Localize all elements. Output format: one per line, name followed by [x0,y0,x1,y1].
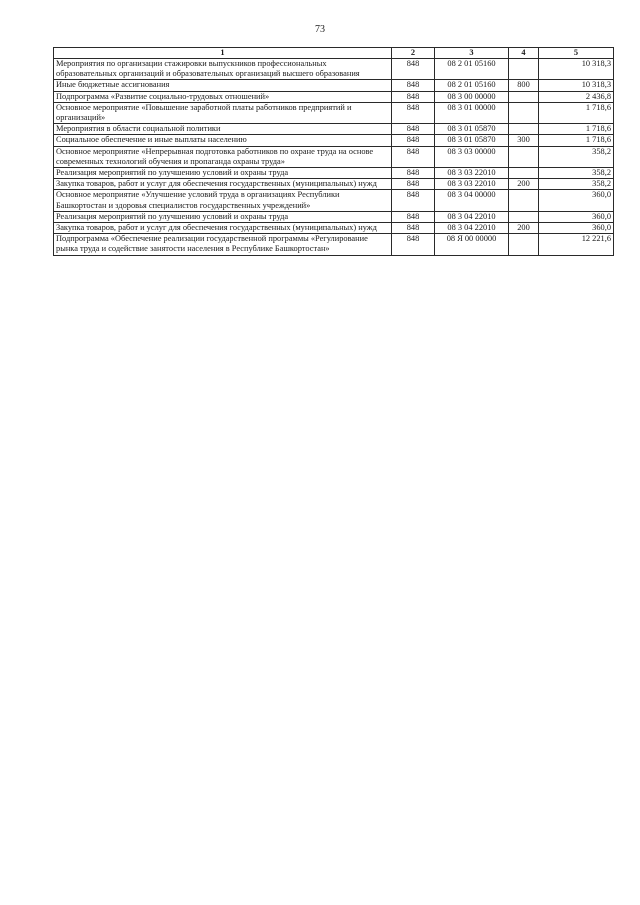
expense-type-cell [509,190,539,211]
table-row [54,135,614,146]
target-article-cell: 08 2 01 05160 [435,59,509,80]
expense-type-cell: 300 [509,135,539,146]
amount-cell: 10 318,3 [539,80,614,91]
expense-type-cell [509,91,539,102]
target-article-cell: 08 3 01 05870 [435,124,509,135]
item-name-cell: Основное мероприятие «Повышение заработной платы работников предприятий и организаций» [54,102,392,123]
expense-type-cell [509,211,539,222]
amount-cell: 10 318,3 [539,59,614,80]
expense-type-cell: 200 [509,179,539,190]
table-row [54,124,614,135]
target-article-cell: 08 2 01 05160 [435,80,509,91]
target-article-cell: 08 3 04 00000 [435,190,509,211]
target-article-cell: 08 3 01 05870 [435,135,509,146]
expense-type-cell [509,59,539,80]
table-header [54,48,614,59]
amount-cell: 360,0 [539,223,614,234]
amount-cell: 360,0 [539,190,614,211]
amount-cell: 358,2 [539,168,614,179]
item-code-cell: 848 [392,179,435,190]
item-code-cell: 848 [392,234,435,255]
item-name-cell: Реализация мероприятий по улучшению условий и охраны труда [54,211,392,222]
column-header-4: 4 [509,48,539,59]
table-row [54,211,614,222]
header-row [54,48,614,59]
item-name-cell: Социальное обеспечение и иные выплаты населению [54,135,392,146]
target-article-cell: 08 3 01 00000 [435,102,509,123]
item-code-cell: 848 [392,146,435,167]
expense-type-cell [509,168,539,179]
table-row [54,59,614,80]
item-name-cell: Реализация мероприятий по улучшению условий и охраны труда [54,168,392,179]
amount-cell: 1 718,6 [539,124,614,135]
item-name-cell: Мероприятия в области социальной политики [54,124,392,135]
item-code-cell: 848 [392,135,435,146]
target-article-cell: 08 3 03 22010 [435,168,509,179]
amount-cell: 358,2 [539,179,614,190]
target-article-cell: 08 3 00 00000 [435,91,509,102]
table-row [54,80,614,91]
table-body [54,59,614,256]
budget-table [53,47,614,256]
item-code-cell: 848 [392,211,435,222]
item-name-cell: Подпрограмма «Обеспечение реализации государственной программы «Регулирование рынка труда и содействие занятости населения в Республике Башкортостан» [54,234,392,255]
table-row [54,234,614,255]
item-name-cell: Мероприятия по организации стажировки выпускников профессиональных образовательных организаций и образовательных организаций высшего образования [54,59,392,80]
expense-type-cell [509,124,539,135]
amount-cell: 12 221,6 [539,234,614,255]
expense-type-cell [509,234,539,255]
item-name-cell: Закупка товаров, работ и услуг для обеспечения государственных (муниципальных) нужд [54,179,392,190]
column-header-1: 1 [54,48,392,59]
item-name-cell: Иные бюджетные ассигнования [54,80,392,91]
item-name-cell: Основное мероприятие «Улучшение условий труда в организациях Республики Башкортостан и здоровья специалистов государственных учреждений» [54,190,392,211]
target-article-cell: 08 3 04 22010 [435,211,509,222]
item-code-cell: 848 [392,168,435,179]
item-code-cell: 848 [392,190,435,211]
column-header-5: 5 [539,48,614,59]
item-code-cell: 848 [392,91,435,102]
table-row [54,168,614,179]
amount-cell: 1 718,6 [539,135,614,146]
amount-cell: 358,2 [539,146,614,167]
expense-type-cell: 800 [509,80,539,91]
amount-cell: 360,0 [539,211,614,222]
expense-type-cell [509,102,539,123]
column-header-2: 2 [392,48,435,59]
target-article-cell: 08 3 03 00000 [435,146,509,167]
expense-type-cell: 200 [509,223,539,234]
table-row [54,179,614,190]
table-row [54,223,614,234]
column-header-3: 3 [435,48,509,59]
item-code-cell: 848 [392,102,435,123]
target-article-cell: 08 Я 00 00000 [435,234,509,255]
amount-cell: 2 436,8 [539,91,614,102]
item-name-cell: Подпрограмма «Развитие социально-трудовых отношений» [54,91,392,102]
item-name-cell: Закупка товаров, работ и услуг для обеспечения государственных (муниципальных) нужд [54,223,392,234]
table-row [54,146,614,167]
target-article-cell: 08 3 03 22010 [435,179,509,190]
table-row [54,91,614,102]
item-code-cell: 848 [392,124,435,135]
page-number: 73 [315,24,325,35]
item-name-cell: Основное мероприятие «Непрерывная подготовка работников по охране труда на основе современных технологий обучения и пропаганда охраны труда» [54,146,392,167]
table-row [54,190,614,211]
item-code-cell: 848 [392,223,435,234]
table-row [54,102,614,123]
expense-type-cell [509,146,539,167]
item-code-cell: 848 [392,59,435,80]
item-code-cell: 848 [392,80,435,91]
target-article-cell: 08 3 04 22010 [435,223,509,234]
amount-cell: 1 718,6 [539,102,614,123]
